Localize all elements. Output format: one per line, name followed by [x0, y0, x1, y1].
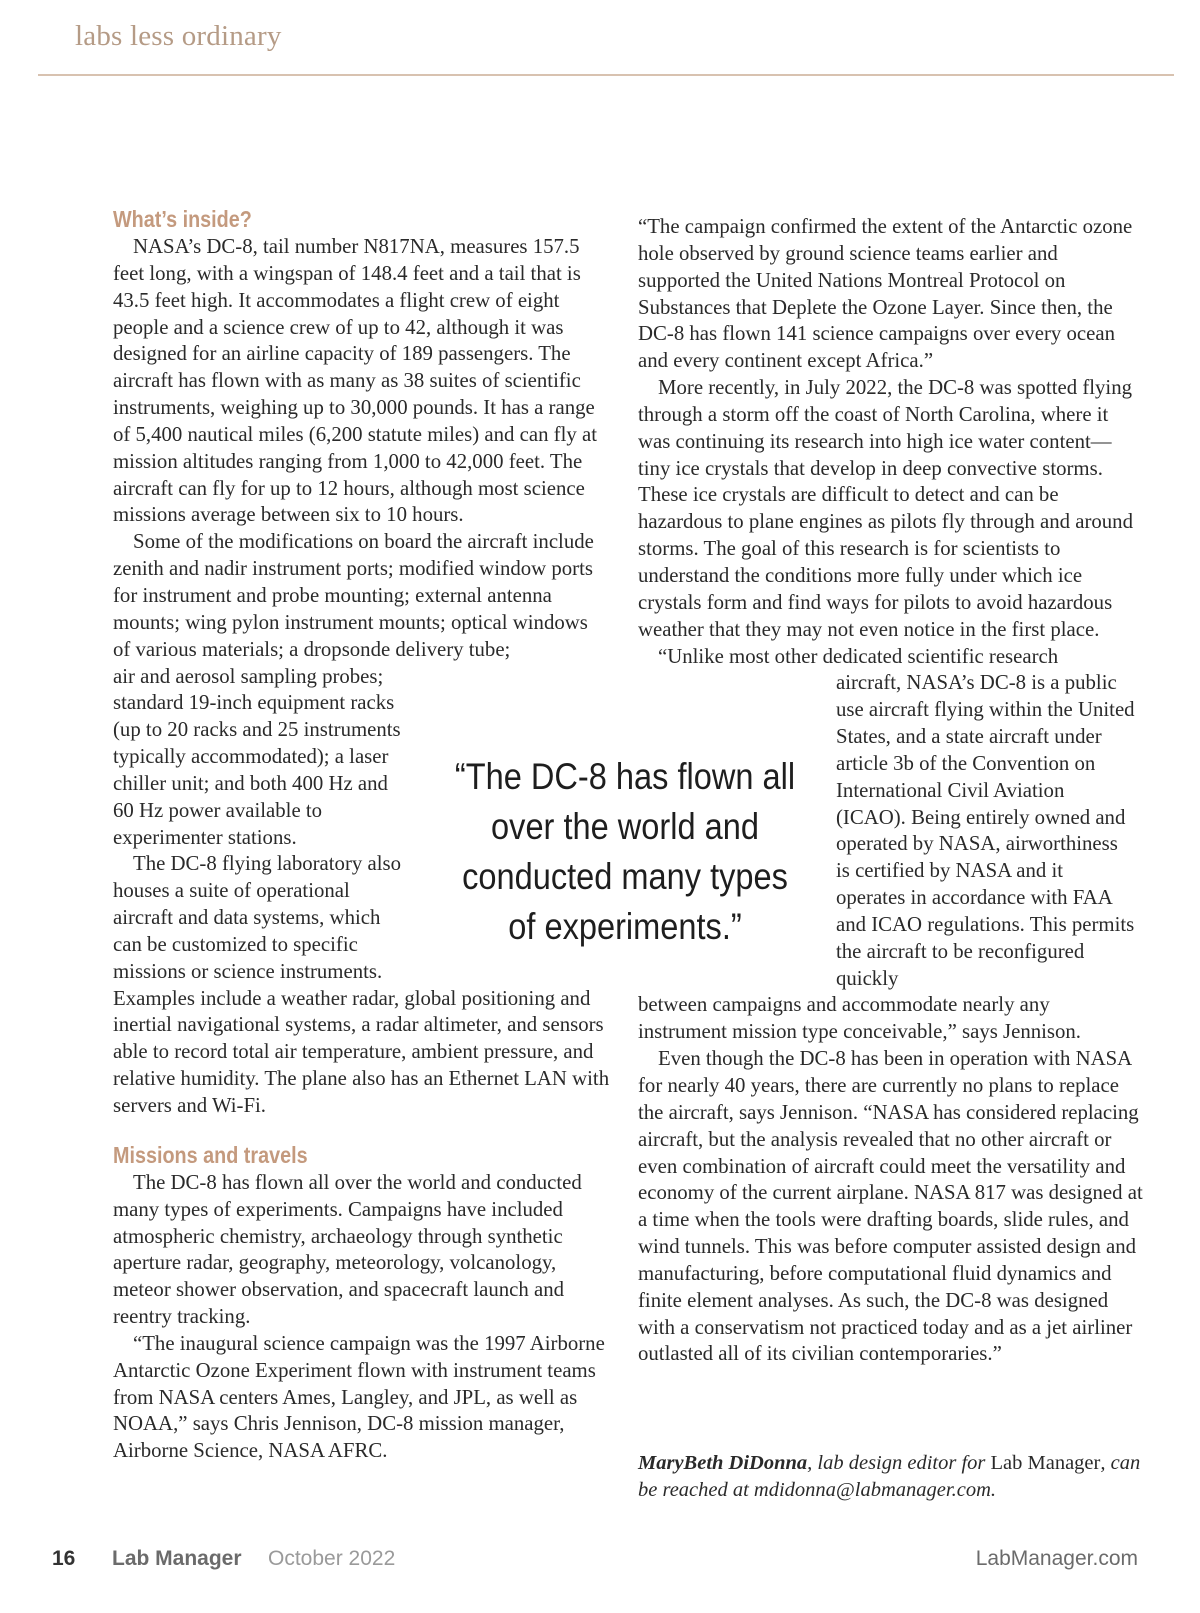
paragraph-flying-laboratory-continued: Examples include a weather radar, global positioning and inertial navigational systems, a radar altimeter, and sensors able to record total air temperature, ambient pressure, and relative humidity. The plane also has an Ethernet LAN with servers and Wi-Fi. [113, 986, 610, 1117]
page-number: 16 [52, 1547, 76, 1570]
section-heading-whats-inside: What’s inside? [113, 206, 252, 232]
header-divider [38, 74, 1174, 76]
section-heading-missions: Missions and travels [113, 1141, 308, 1168]
paragraph-public-use-lead: “Unlike most other dedicated scientific research [658, 644, 1059, 668]
footer-magazine-name: Lab Manager [112, 1547, 242, 1570]
paragraph-campaign-quote: “The campaign confirmed the extent of the Antarctic ozone hole observed by ground science teams earlier and supported the United Nations Montreal Protocol on Substances that Deplete the Ozone Layer. Since then, the DC-8 has flown 141 science campaigns over every ocean and every continent except Africa.” [638, 215, 1133, 373]
paragraph-modifications-continued: air and aerosol sampling probes; standard 19-inch equipment racks (up to 20 racks and 25 instruments typically accommodated); a laser chiller unit; and both 400 Hz and 60 Hz power available to experimenter stations. [113, 664, 401, 849]
paragraph-july-2022: More recently, in July 2022, the DC-8 was spotted flying through a storm off the coast of North Carolina, where it was continuing its research into high ice water content—tiny ice crystals that develop in deep convective storms. These ice crystals are difficult to detect and can be hazardous to plane engines as pilots fly through and around storms. The goal of this research is for scientists to understand the conditions more fully under which ice crystals form and find ways for pilots to avoid hazardous weather that they may not even notice in the first place. [638, 376, 1133, 641]
paragraph-inaugural-campaign: “The inaugural science campaign was the 1997 Airborne Antarctic Ozone Experiment flown with instrument teams from NASA centers Ames, Langley, and JPL, as well as NOAA,” says Chris Jennison, DC-8 mission manager, Airborne Science, NASA AFRC. [113, 1331, 605, 1463]
paragraph-missions: The DC-8 has flown all over the world and conducted many types of experiments. Campaigns have included atmospheric chemistry, archaeology through synthetic aperture radar, geography, meteorology, volcanology, meteor shower observation, and spacecraft launch and reentry tracking. [113, 1170, 582, 1329]
author-byline [638, 1450, 1143, 1504]
byline-contact: , can be reached at mdidonna@labmanager.com. [638, 1452, 1141, 1501]
paragraph-flying-laboratory: The DC-8 flying laboratory also houses a suite of operational aircraft and data systems, which can be customized to specific missions or science instruments. [113, 852, 401, 983]
byline-role: , lab design editor for [807, 1452, 991, 1474]
paragraph-specs: NASA’s DC-8, tail number N817NA, measures 157.5 feet long, with a wingspan of 148.4 feet and a tail that is 43.5 feet high. It accommodates a flight crew of eight people and a science crew of up to 42, although it was designed for an airline capacity of 189 passengers. The aircraft has flown with as many as 38 suites of scientific instruments, weighing up to 30,000 pounds. It has a range of 5,400 nautical miles (6,200 statute miles) and can fly at mission altitudes ranging from 1,000 to 42,000 feet. The aircraft can fly for up to 12 hours, although most science missions average between six to 10 hours. [113, 235, 597, 527]
footer-issue-date: October 2022 [268, 1547, 396, 1570]
byline-author: MaryBeth DiDonna [638, 1452, 808, 1474]
byline-magazine: Lab Manager [990, 1452, 1101, 1474]
footer-website: LabManager.com [975, 1547, 1138, 1570]
paragraph-public-use-narrow: aircraft, NASA’s DC-8 is a public use aircraft flying within the United States, and a state aircraft under article 3b of the Convention on International Civil Aviation (ICAO). Being entirely owned and operated by NASA, airworthiness is certified by NASA and it operates in accordance with FAA and ICAO regulations. This permits the aircraft to be reconfigured quickly [836, 671, 1135, 990]
paragraph-no-replacement: Even though the DC-8 has been in operation with NASA for nearly 40 years, there are currently no plans to replace the aircraft, says Jennison. “NASA has considered replacing aircraft, but the analysis revealed that no other aircraft or even combination of aircraft could meet the versatility and economy of the current airplane. NASA 817 was designed at a time when the tools were drafting boards, slide rules, and wind tunnels. This was before computer assisted design and manufacturing, before computational fluid dynamics and finite element analyses. As such, the DC-8 was designed with a conservatism not practiced today and as a jet airliner outlasted all of its civilian contemporaries.” [638, 1047, 1143, 1366]
running-head: labs less ordinary [75, 20, 282, 52]
pull-quote: “The DC-8 has flown all over the world and conducted many types of experiments.” [454, 756, 796, 947]
paragraph-modifications: Some of the modifications on board the aircraft include zenith and nadir instrument ports; modified window ports for instrument and probe mounting; external antenna mounts; wing pylon instrument mounts; optical windows of various materials; a dropsonde delivery tube; [113, 530, 594, 661]
paragraph-public-use-continued: between campaigns and accommodate nearly any instrument mission type conceivable,” says Jennison. [638, 993, 1082, 1044]
